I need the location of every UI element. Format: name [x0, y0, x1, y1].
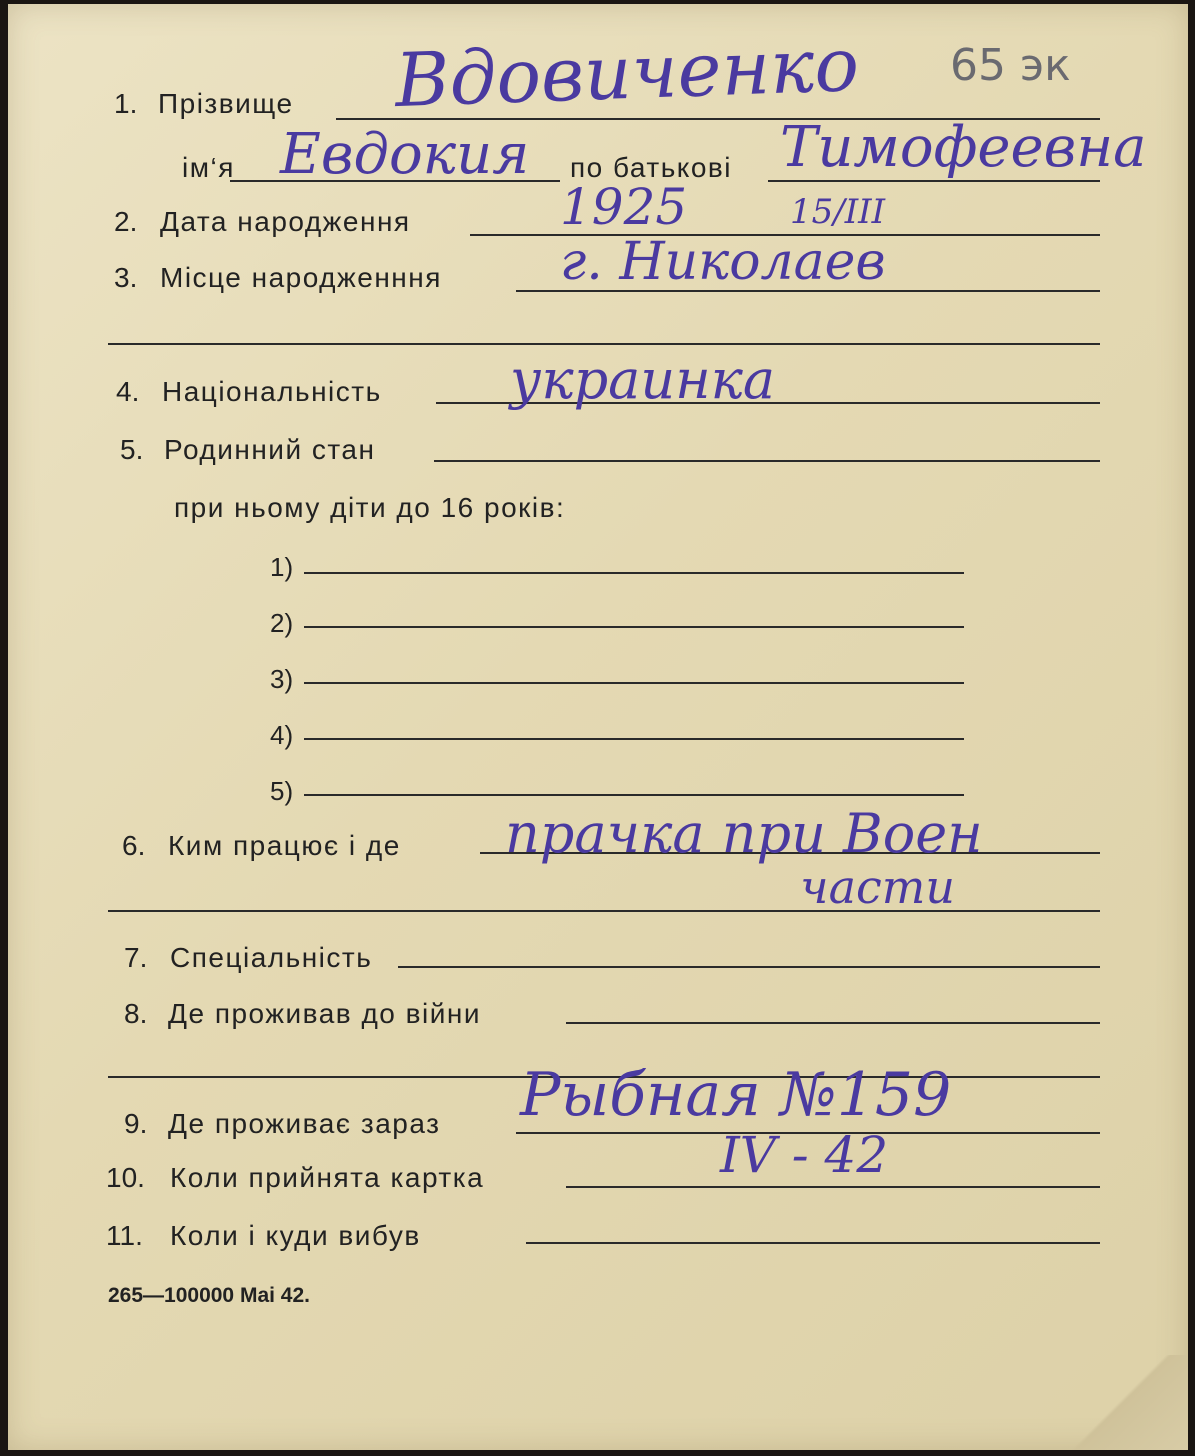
first-name-handwritten: Евдокия [280, 122, 530, 187]
child-2-line [304, 626, 964, 628]
occupation-handwritten-2: части [800, 860, 956, 914]
first-name-label: ім‘я [182, 152, 235, 183]
child-3-line [304, 682, 964, 684]
birth-day-handwritten: 15/III [790, 192, 886, 232]
patronymic-line [768, 180, 1100, 182]
surname-label: Прізвище [158, 88, 294, 119]
field-9-number: 9. [124, 1108, 148, 1139]
child-1-line [304, 572, 964, 574]
field-11-number: 11. [106, 1220, 143, 1251]
current-residence-label: Де проживає зараз [168, 1108, 441, 1139]
children-label: при ньому діти до 16 років: [174, 492, 566, 523]
field-3-number: 3. [114, 262, 138, 293]
patronymic-handwritten: Тимофеевна [780, 115, 1147, 180]
field-6-number: 6. [122, 830, 146, 861]
child-5-line [304, 794, 964, 796]
nationality-handwritten: украинка [510, 348, 776, 411]
child-4-line [304, 738, 964, 740]
departure-label: Коли і куди вибув [170, 1220, 421, 1251]
birthplace-extra-line [108, 343, 1100, 345]
occupation-extra-line [108, 910, 1100, 912]
print-code: 265—100000 Mai 42. [108, 1284, 310, 1307]
card-date-line [566, 1186, 1100, 1188]
patronymic-label: по батькові [570, 152, 733, 183]
child-5-number: 5) [270, 776, 294, 806]
prewar-residence-line [566, 1022, 1100, 1024]
field-2-number: 2. [114, 206, 138, 237]
nationality-label: Національність [162, 376, 382, 407]
paper-fold [1058, 1355, 1188, 1450]
occupation-handwritten-1: прачка при Воен [505, 802, 983, 865]
child-2-number: 2) [270, 608, 294, 638]
birth-year-handwritten: 1925 [560, 178, 688, 236]
occupation-label: Ким працює і де [168, 830, 401, 861]
specialty-label: Спеціальність [170, 942, 373, 973]
card-date-handwritten: IV - 42 [720, 1126, 889, 1184]
child-4-number: 4) [270, 720, 294, 750]
prewar-residence-label: Де проживав до війни [168, 998, 481, 1029]
child-1-number: 1) [270, 552, 294, 582]
card-date-label: Коли прийнята картка [170, 1162, 485, 1193]
pencil-note: 65 эк [950, 40, 1071, 91]
field-10-number: 10. [106, 1162, 145, 1193]
departure-line [526, 1242, 1100, 1244]
current-residence-handwritten: Рыбная №159 [520, 1060, 952, 1130]
surname-handwritten: Вдовиченко [393, 21, 861, 125]
marital-status-line [434, 460, 1100, 462]
birthplace-label: Місце народженння [160, 262, 442, 293]
birth-date-label: Дата народження [160, 206, 411, 237]
child-3-number: 3) [270, 664, 294, 694]
field-1-number: 1. [114, 88, 138, 119]
field-8-number: 8. [124, 998, 148, 1029]
marital-status-label: Родинний стан [164, 434, 376, 465]
specialty-line [398, 966, 1100, 968]
field-4-number: 4. [116, 376, 140, 407]
field-7-number: 7. [124, 942, 148, 973]
birthplace-handwritten: г. Николаев [560, 232, 886, 292]
field-5-number: 5. [120, 434, 144, 465]
